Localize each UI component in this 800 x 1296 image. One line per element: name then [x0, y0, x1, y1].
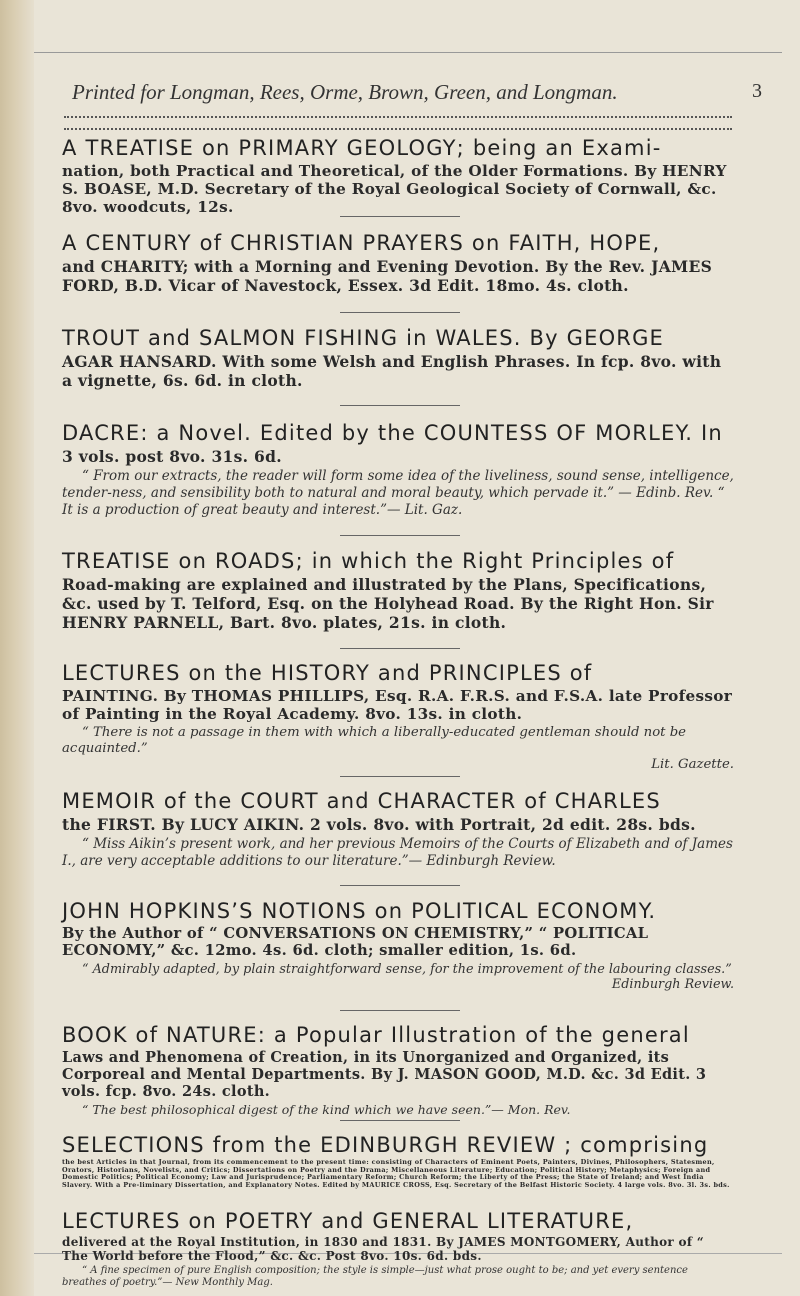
review-quote: “ The best philosophical digest of the kind which we have seen.”— Mon. Rev.: [82, 1102, 571, 1118]
entry-description: AGAR HANSARD. With some Welsh and English Phrases. In fcp. 8vo. with a vignette, 6s. 6d. in cloth.: [62, 352, 722, 390]
running-head-text: Printed for Longman, Rees, Orme, Brown, Green, and Longman.: [72, 80, 618, 104]
entry-description: and CHARITY; with a Morning and Evening Devotion. By the Rev. JAMES FORD, B.D. Vicar of Navestock, Essex. 3d Edit. 18mo. 4s. cloth.: [62, 257, 713, 295]
entry-divider: [340, 535, 460, 536]
entry-title: TROUT and SALMON FISHING in WALES. By GEORGE: [62, 326, 665, 350]
entry-description: the FIRST. By LUCY AIKIN. 2 vols. 8vo. with Portrait, 2d edit. 28s. bds.: [62, 815, 696, 834]
book-entry: [62, 660, 734, 773]
entry-divider: [340, 1010, 460, 1011]
review-source: Edinburgh Review.: [611, 977, 734, 993]
running-header: [72, 80, 762, 108]
entry-title: LECTURES on the HISTORY and PRINCIPLES of: [62, 661, 593, 685]
entry-title: DACRE: a Novel. Edited by the COUNTESS OF MORLEY. In: [62, 421, 723, 445]
page-left-margin: [0, 0, 34, 1296]
book-entry: [62, 1022, 734, 1117]
book-entry: [62, 548, 734, 632]
entry-description: By the Author of “ CONVERSATIONS ON CHEMISTRY,” “ POLITICAL ECONOMY,” &c. 12mo. 4s. 6d. cloth; smaller edition, 1s. 6d.: [62, 925, 649, 960]
entry-title: MEMOIR of the COURT and CHARACTER of CHARLES: [62, 789, 661, 813]
entry-divider: [340, 405, 460, 406]
entry-divider: [340, 885, 460, 886]
review-quote: “ A fine specimen of pure English composition; the style is simple—just what prose ought to be; and yet every sentence breathes of poetry.”— New Monthly Mag.: [62, 1265, 688, 1289]
page-number: 3: [752, 80, 762, 102]
entry-divider: [340, 312, 460, 313]
entry-title: TREATISE on ROADS; in which the Right Principles of: [62, 549, 675, 573]
book-entry: [62, 1208, 734, 1289]
entry-description: PAINTING. By THOMAS PHILLIPS, Esq. R.A. F.R.S. and F.S.A. late Professor of Painting in the Royal Academy. 8vo. 13s. in cloth.: [62, 687, 733, 723]
review-source: Lit. Gazette.: [651, 756, 734, 772]
entry-title: JOHN HOPKINS’S NOTIONS on POLITICAL ECONOMY.: [62, 899, 657, 923]
entry-title: LECTURES on POETRY and GENERAL LITERATURE,: [62, 1209, 634, 1233]
entry-description: Laws and Phenomena of Creation, in its Unorganized and Organized, its Corporeal and Mental Departments. By J. MASON GOOD, M.D. &c. 3d Edit. 3 vols. fcp. 8vo. 24s. cloth.: [62, 1049, 707, 1101]
entry-title: A TREATISE on PRIMARY GEOLOGY; being an Exami-: [62, 136, 662, 160]
ornamental-border: [64, 116, 732, 130]
book-entry: [62, 788, 734, 870]
review-quote: “ From our extracts, the reader will form some idea of the liveliness, sound sense, intelligence, tender-ness, and sensibility both to natural and moral beauty, which pervade it.” — Edinb. Rev. “ It is a production of great beauty and interest.”— Lit. Gaz.: [62, 468, 734, 518]
entry-divider: [340, 1120, 460, 1121]
entry-description: Road-making are explained and illustrated by the Plans, Specifications, &c. used by T. Telford, Esq. on the Holyhead Road. By the Right Hon. Sir HENRY PARNELL, Bart. 8vo. plates, 21s. in cloth.: [62, 575, 714, 632]
entry-divider: [340, 776, 460, 777]
book-entry: [62, 1132, 734, 1190]
entry-divider: [340, 648, 460, 649]
entry-title: BOOK of NATURE: a Popular Illustration of the general: [62, 1023, 690, 1047]
entry-description: delivered at the Royal Institution, in 1830 and 1831. By JAMES MONTGOMERY, Author of “ The World before the Flood,” &c. &c. Post 8vo. 10s. 6d. bds.: [62, 1235, 704, 1264]
review-quote: “ Miss Aikin’s present work, and her previous Memoirs of the Courts of Elizabeth and of James I., are very acceptable additions to our literature.”— Edinburgh Review.: [62, 836, 733, 869]
entry-description: the best Articles in that Journal, from its commencement to the present time: consisting of Characters of Eminent Poets, Painters, Divines, Philosophers, Statesmen, Orators, Historians, Novelists, and Critics; Dissertations on Poetry and the Drama; Miscellaneous Literature; Education; Political History; Metaphysics; Foreign and Domestic Politics; Political Economy; Law and Jurisprudence; Parliamentary Reform; Church Reform; the Liberty of the Press; the State of Ireland; and West India Slavery. With a Pre-liminary Dissertation, and Explanatory Notes. Edited by MAURICE CROSS, Esq. Secretary of the Belfast Historic Society. 4 large vols. 8vo. 3l. 3s. bds.: [62, 1158, 730, 1190]
review-quote: “ There is not a passage in them with which a liberally-educated gentleman should not be acquainted.”: [62, 725, 687, 756]
entry-description: 3 vols. post 8vo. 31s. 6d.: [62, 447, 282, 466]
entry-title: A CENTURY of CHRISTIAN PRAYERS on FAITH, HOPE,: [62, 231, 661, 255]
book-entry: [62, 420, 734, 519]
book-entry: [62, 230, 734, 295]
book-entry: [62, 325, 734, 390]
entry-divider: [340, 216, 460, 217]
book-entry: [62, 135, 734, 216]
entry-description: nation, both Practical and Theoretical, of the Older Formations. By HENRY S. BOASE, M.D. Secretary of the Royal Geological Society of Cornwall, &c. 8vo. woodcuts, 12s.: [62, 162, 727, 216]
book-entry: [62, 898, 734, 992]
entry-title: SELECTIONS from the EDINBURGH REVIEW ; comprising: [62, 1133, 709, 1157]
review-quote: “ Admirably adapted, by plain straightforward sense, for the improvement of the labouring classes.”: [82, 961, 732, 977]
